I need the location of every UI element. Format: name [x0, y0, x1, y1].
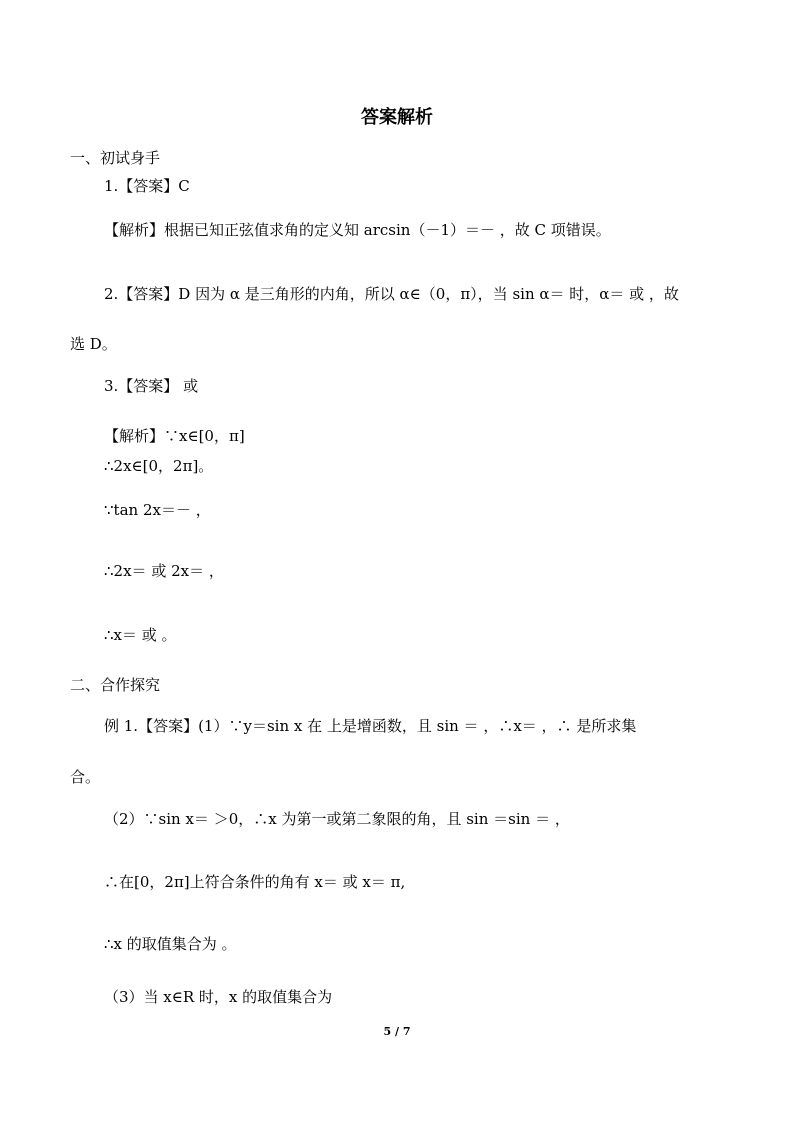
answer-2: 2.【答案】D 因为 α 是三角形的内角，所以 α∈（0，π），当 sin α＝ 时，α＝ 或 ，故: [104, 285, 679, 303]
analysis-3-line-4: ∴2x＝ 或 2x＝ ，: [104, 562, 224, 580]
page-title: 答案解析: [361, 107, 433, 128]
section-heading-1: 一、初试身手: [70, 149, 161, 167]
analysis-1: 【解析】根据已知正弦值求角的定义知 arcsin（－1）＝－ ，故 C 项错误。: [104, 221, 611, 239]
example-1-part-3: （3）当 x∈R 时，x 的取值集合为: [104, 988, 333, 1006]
answer-1: 1.【答案】C: [104, 177, 190, 195]
analysis-3-line-2: ∴2x∈[0，2π]。: [104, 457, 214, 475]
page-number: 5 / 7: [383, 1025, 411, 1038]
answer-3: 3.【答案】 或: [104, 377, 199, 395]
analysis-3-line-1: 【解析】∵x∈[0，π]: [104, 427, 245, 445]
analysis-3-line-5: ∴x＝ 或 。: [104, 626, 177, 644]
example-1-part-2-line-3: ∴x 的取值集合为 。: [104, 935, 237, 953]
example-1-answer-continued: 合。: [70, 768, 101, 786]
example-1-answer: 例 1.【答案】(1）∵y＝sin x 在 上是增函数，且 sin ＝ ，∴x＝ ，∴ 是所求集: [104, 717, 637, 735]
answer-2-continued: 选 D。: [70, 335, 117, 353]
section-heading-2: 二、合作探究: [70, 676, 161, 694]
example-1-part-2-line-2: ∴在[0，2π]上符合条件的角有 x＝ 或 x＝ π,: [104, 873, 406, 891]
example-1-part-2: （2）∵sin x＝ ＞0，∴x 为第一或第二象限的角，且 sin ＝sin ＝ ，: [104, 810, 570, 828]
analysis-3-line-3: ∵tan 2x＝－ ，: [104, 501, 211, 519]
